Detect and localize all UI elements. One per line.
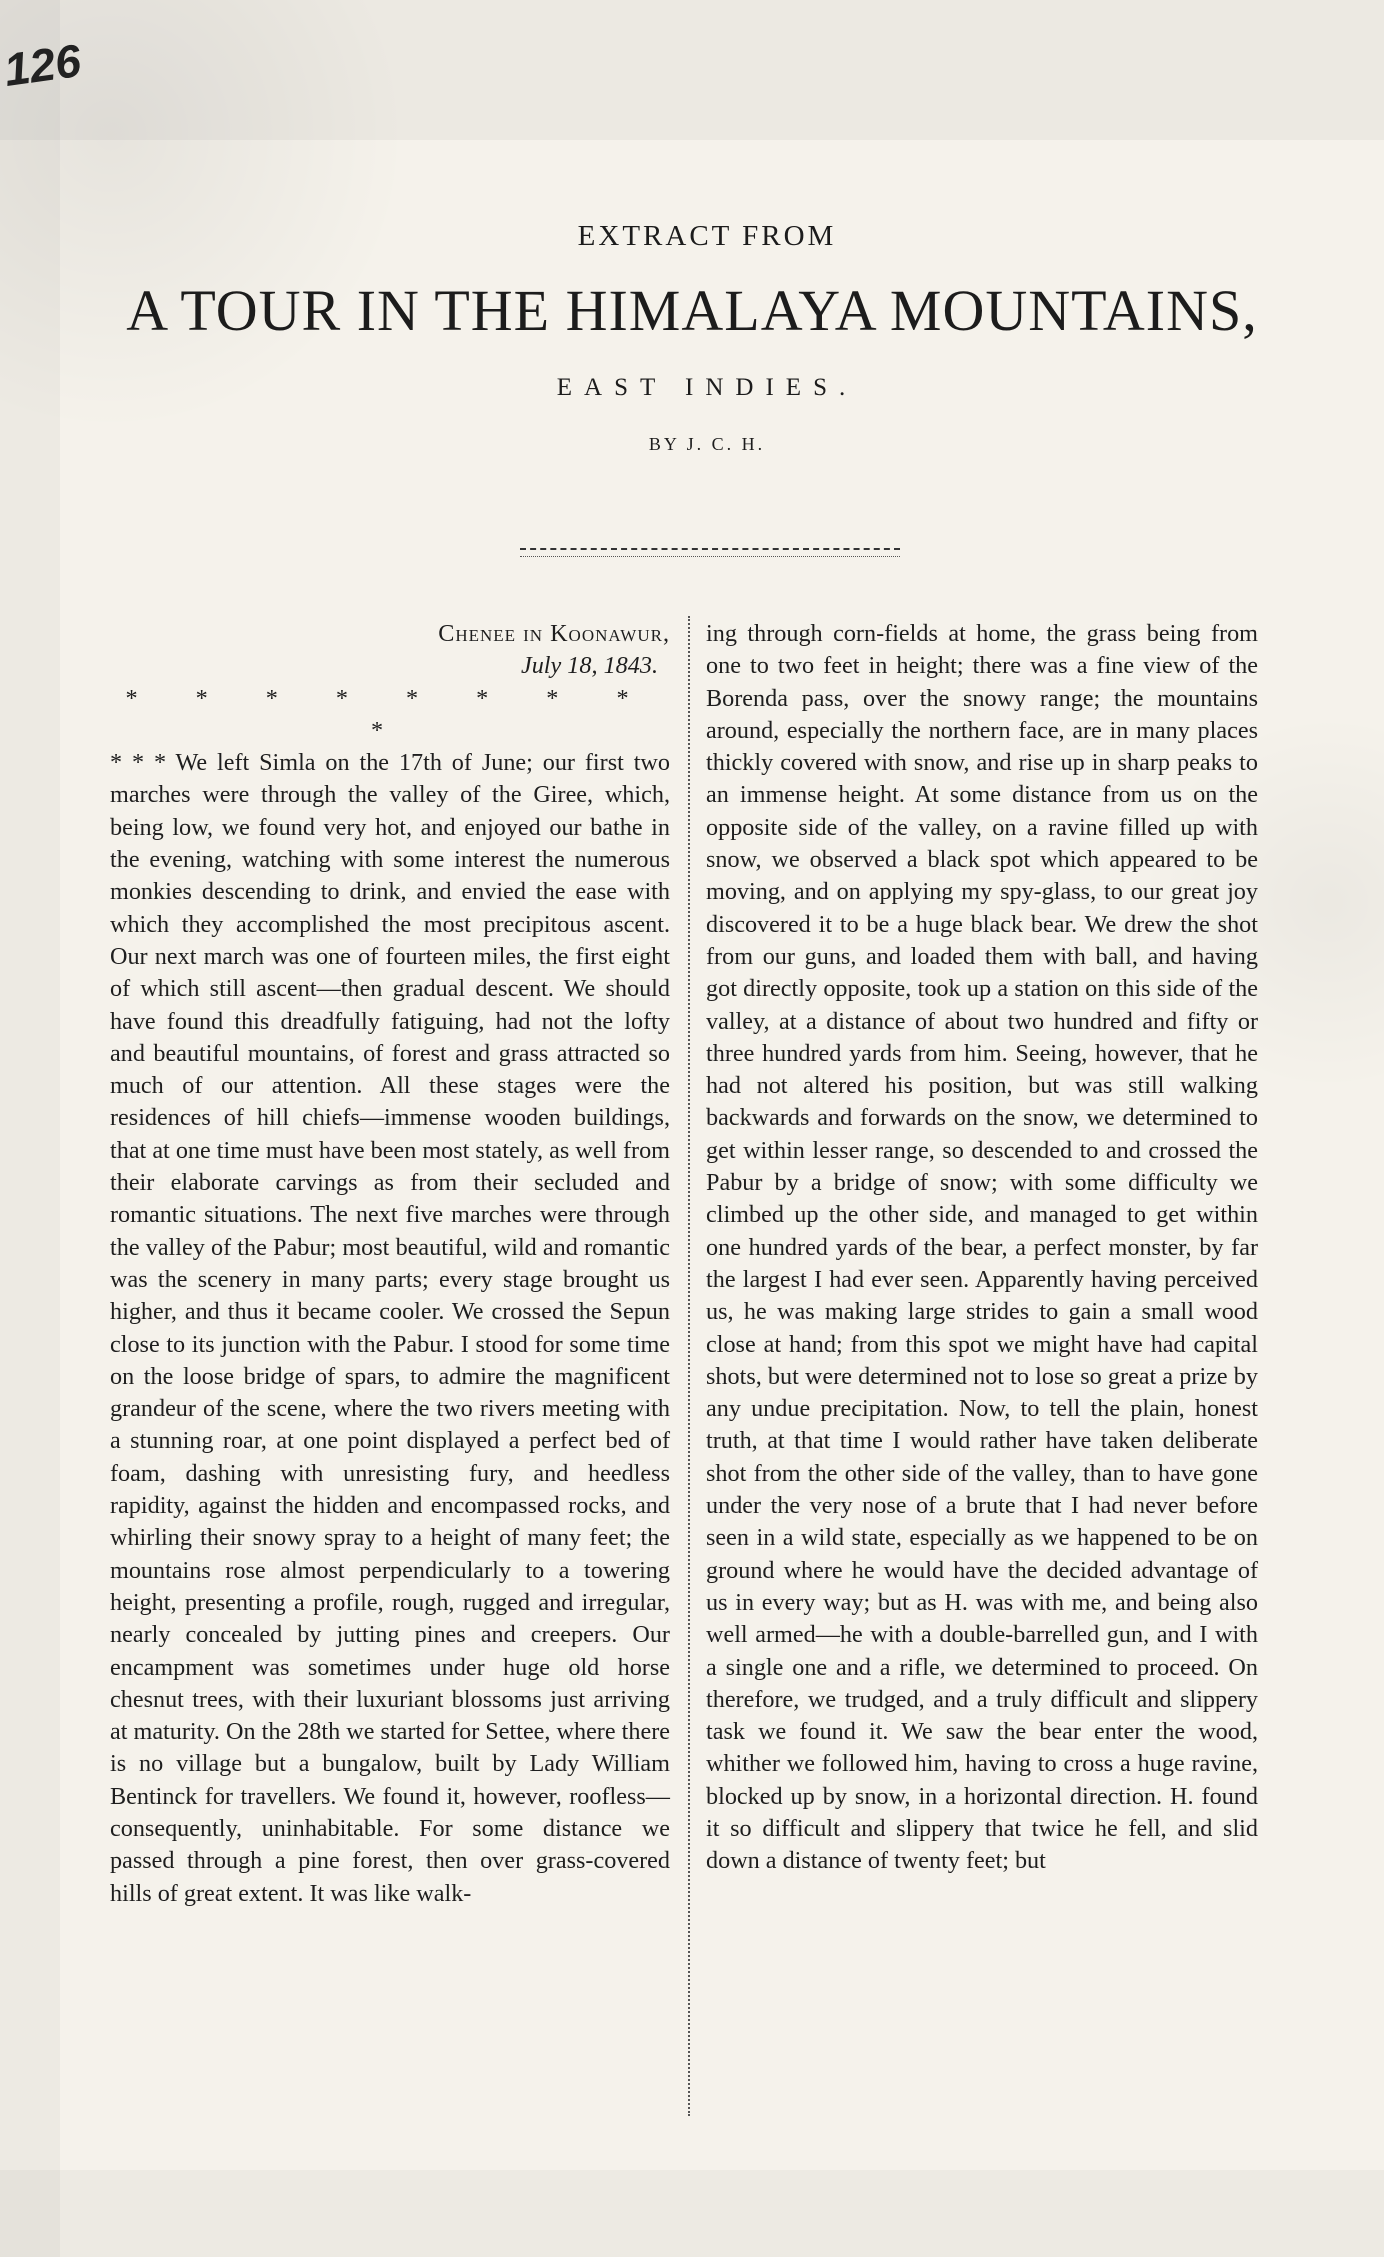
dateline <box>110 618 670 683</box>
extract-label: EXTRACT FROM <box>577 220 837 252</box>
header-rule <box>520 548 900 557</box>
article-subtitle: EAST INDIES. <box>556 374 858 401</box>
right-column <box>706 618 1258 1878</box>
page-number: 126 <box>0 33 84 97</box>
byline: BY J. C. H. <box>648 434 766 454</box>
dateline-date: July 18, 1843. <box>520 652 658 680</box>
scan-noise-bottom <box>0 2170 1384 2257</box>
dateline-place: Chenee in Koonawur, <box>438 620 670 647</box>
article-header <box>0 220 1384 455</box>
right-column-text: ing through corn-fields at home, the grass being from one to two feet in height; there was a fine view of the Borenda pass, over the snowy range; the mountains around, especially the northern face, are in many places thickly covered with snow, and rise up in sharp peaks to an immense height. At some distance from us on the opposite side of the valley, on a ravine filled up with snow, we observed a black spot which appeared to be moving, and on applying my spy-glass, to our great joy discovered it to be a huge black bear. We drew the shot from our guns, and loaded them with ball, and having got directly opposite, took up a station on this side of the valley, at a distance of about two hundred and fifty or three hundred yards from him. Seeing, however, that he had not altered his position, but was still walking backwards and forwards on the snow, we determined to get within lesser range, so descended to and crossed the Pabur by a bridge of snow; with some difficulty we climbed up the other side, and managed to get within one hundred yards of the bear, a perfect monster, by far the largest I had ever seen. Apparently having perceived us, he was making large strides to gain a small wood close at hand; from this spot we might have had capital shots, but were determined not to lose so great a prize by any undue precipitation. Now, to tell the plain, honest truth, at that time I would rather have taken deliberate shot from the other side of the valley, than to have gone under the very nose of a brute that I had never before seen in a wild state, especially as we happened to be on ground where he would have the decided advantage of us in every way; but as H. was with me, and being also well armed—he with a double-barrelled gun, and I with a single one and a rifle, we determined to proceed. On therefore, we trudged, and a truly difficult and slippery task we found it. We saw the bear enter the wood, whither we followed him, having to cross a huge ravine, blocked up by snow, in a horizontal direction. H. found it so difficult and slippery that twice he fell, and slid down a distance of twenty feet; but <box>706 620 1258 1875</box>
article-title: A TOUR IN THE HIMALAYA MOUNTAINS, <box>126 278 1258 343</box>
left-column-text: * * * We left Simla on the 17th of June; our first two marches were through the valley of the Giree, which, being low, we found very hot, and enjoyed our bathe in the evening, watching with some interest the numerous monkies descending to drink, and envied the ease with which they accomplished the most precipitous ascent. Our next march was one of fourteen miles, the first eight of which still ascent—then gradual descent. We should have found this dreadfully fatiguing, had not the lofty and beautiful mountains, of forest and grass attracted so much of our attention. All these stages were the residences of hill chiefs—immense wooden buildings, that at one time must have been most stately, as well from their elaborate carvings as from their secluded and romantic situations. The next five marches were through the valley of the Pabur; most beautiful, wild and romantic was the scenery in many parts; every stage brought us higher, and thus it became cooler. We crossed the Sepun close to its junction with the Pabur. I stood for some time on the loose bridge of spars, to admire the magnificent grandeur of the scene, where the two rivers meeting with a stunning roar, at one point displayed a perfect bed of foam, dashing with unresisting fury, and heedless rapidity, against the hidden and encompassed rocks, and whirling their snowy spray to a height of many feet; the mountains rose almost perpendicularly to a towering height, presenting a profile, rough, rugged and irregular, nearly concealed by jutting pines and creepers. Our encampment was sometimes under huge old horse chesnut trees, with their luxuriant blossoms just arriving at maturity. On the 28th we started for Settee, where there is no village but a bungalow, built by Lady William Bentinck for travellers. We found it, however, roofless—consequently, uninhabitable. For some distance we passed through a pine forest, then over grass-covered hills of great extent. It was like walk- <box>110 749 670 1907</box>
asterisks-line: * * * * * * * * * <box>125 684 655 744</box>
column-divider <box>688 616 690 2116</box>
scan-noise-top <box>0 0 1384 140</box>
left-column <box>110 618 670 1910</box>
